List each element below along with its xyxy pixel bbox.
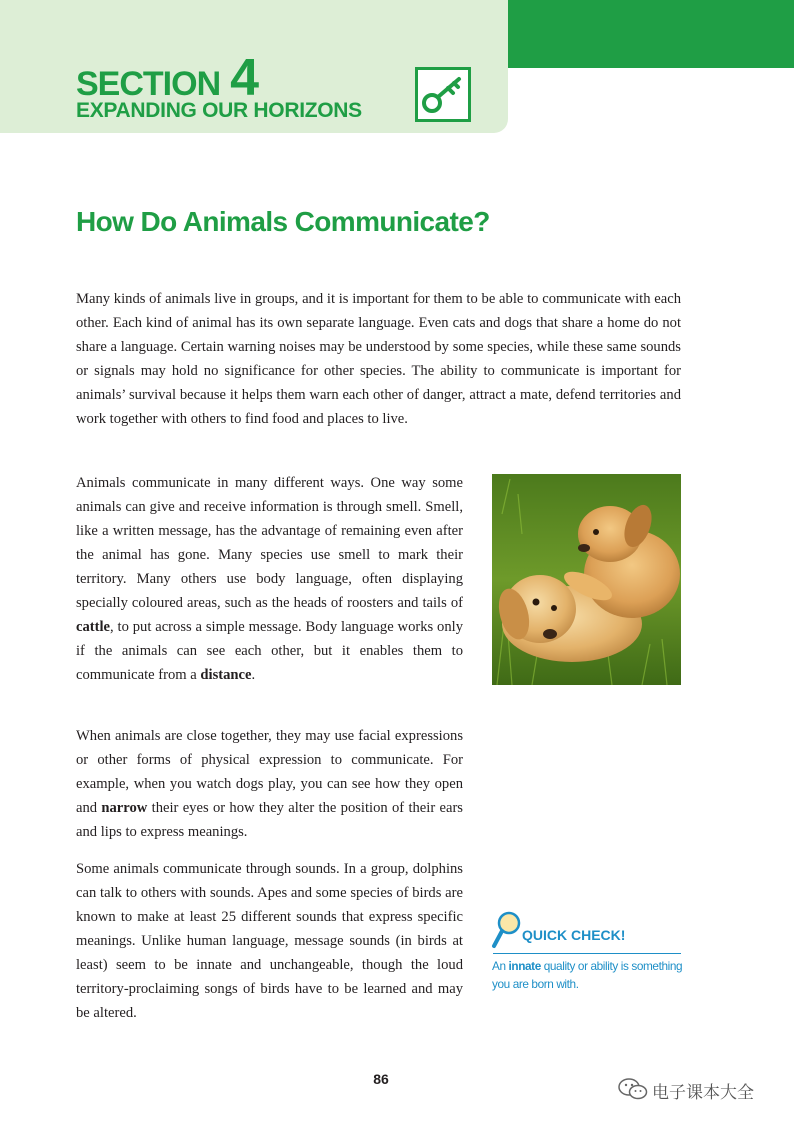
key-icon (415, 67, 471, 122)
section-subtitle: EXPANDING OUR HORIZONS (76, 99, 362, 122)
keyword-narrow: narrow (101, 800, 148, 816)
section-word: SECTION (76, 65, 221, 103)
paragraph-intro: Many kinds of animals live in groups, and it is important for them to be able to communicate with each other. Each kind of animal has its own separate language. Even cats and dogs that share a home do not share a language. Certain warning noises may be understood by some species, while these same sounds or signals may hold no significance for other species. The ability to communicate is important for animals’ survival because it helps them warn each other of danger, attract a mate, defend territories and work together with others to find food and places to live. (76, 291, 681, 427)
quick-check-title: QUICK CHECK! (522, 927, 626, 943)
quick-check-text (492, 957, 688, 993)
watermark-text: 电子课本大全 (652, 1083, 754, 1103)
paragraph-text: . (251, 667, 256, 683)
keyword-distance: distance (200, 667, 252, 683)
paragraph-text: Animals communicate in many different ways. One way some animals can give and receive information is through smell. Smell, like a written message, has the advantage of remaining even after the animal has gone. Many species use smell to mark their territory. Many others use body language, often displaying specially coloured areas, such as the heads of roosters and tails of (76, 475, 463, 611)
magnifier-icon (490, 910, 522, 952)
quick-check-divider (493, 953, 681, 954)
paragraph-sounds: Some animals communicate through sounds. In a group, dolphins can talk to others with sounds. Apes and some species of birds are known to make at least 25 different sounds that express specific meanings. Unlike human language, message sounds (in birds at least) seem to be innate and unchangeable, though the loud territory-proclaiming songs of birds have to be learned and may be altered. (76, 861, 463, 1021)
wechat-icon (618, 1077, 648, 1101)
page-number: 86 (373, 1071, 389, 1087)
quick-check-text-part: quality or ability is something you are born with. (492, 959, 683, 991)
keyword-cattle: cattle (76, 619, 111, 635)
page-title: How Do Animals Communicate? (76, 206, 490, 237)
paragraph-text: , to put across a simple message. Body language works only if the animals can see each other, but it enables them to communicate from a (76, 619, 463, 683)
section-label (76, 49, 260, 107)
quick-check-text-part: An (492, 959, 509, 973)
section-number: 4 (230, 49, 260, 107)
paragraph-smell (76, 471, 463, 687)
paragraph-text: When animals are close together, they may use facial expressions or other forms of physical expression to communicate. For example, when you watch dogs play, you can see how they open and (76, 728, 463, 816)
paragraph-text: their eyes or how they alter the position of their ears and lips to express meanings. (76, 800, 463, 840)
paragraph-facial (76, 724, 463, 844)
puppies-photo (492, 474, 681, 685)
keyword-innate: innate (508, 959, 541, 973)
header-accent-bar (508, 0, 794, 68)
